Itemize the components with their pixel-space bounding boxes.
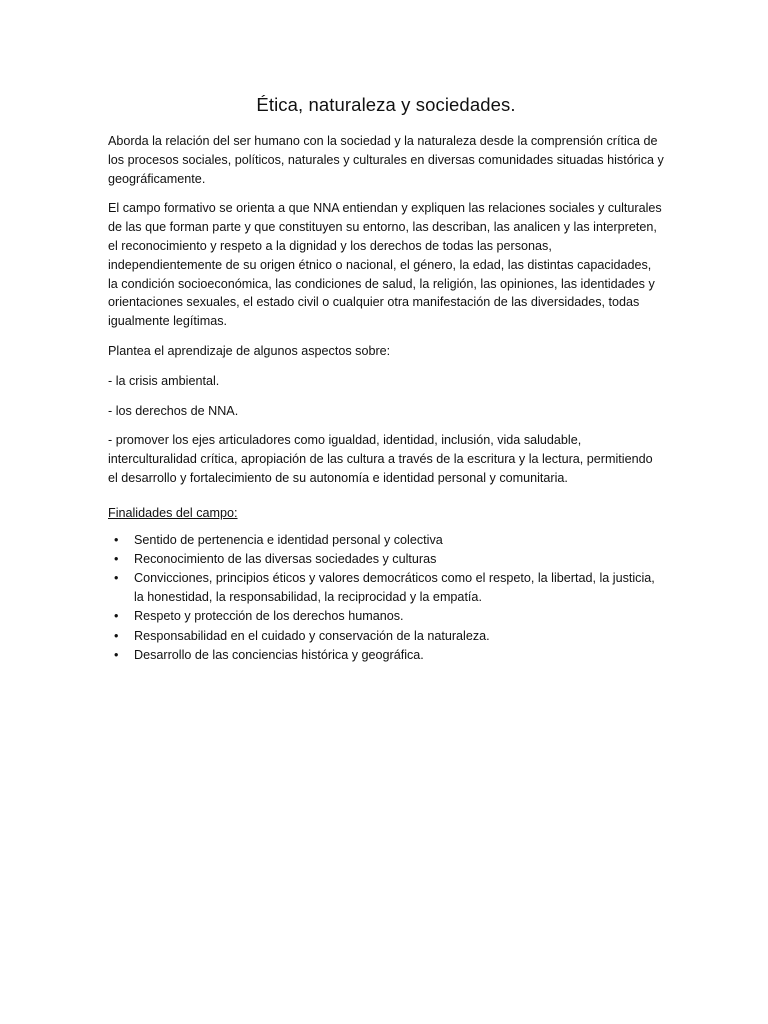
paragraph-crisis-ambiental: - la crisis ambiental. (108, 373, 220, 388)
list-item-text: Desarrollo de las conciencias histórica y geográfica. (134, 647, 424, 662)
list-item (108, 646, 664, 665)
paragraph-intro: Aborda la relación del ser humano con la sociedad y la naturaleza desde la comprensión crítica de los procesos sociales, políticos, naturales y culturales en diversas comunidades situadas histórica y geográficamente. (108, 134, 664, 186)
bullet-glyph: • (114, 551, 119, 566)
finalidades-list (108, 531, 664, 665)
list-item (108, 569, 664, 607)
bullet-glyph: • (114, 647, 119, 662)
bullet-glyph: • (114, 628, 119, 643)
list-item (108, 627, 664, 646)
section-heading-finalidades: Finalidades del campo: (108, 505, 238, 520)
list-item-text: Responsabilidad en el cuidado y conservación de la naturaleza. (134, 628, 490, 643)
list-item (108, 607, 664, 626)
paragraph-derechos-nna: - los derechos de NNA. (108, 403, 239, 418)
list-item-text: Sentido de pertenencia e identidad personal y colectiva (134, 532, 443, 547)
document-title: Ética, naturaleza y sociedades. (256, 94, 516, 115)
bullet-glyph: • (114, 532, 119, 547)
paragraph-campo-formativo: El campo formativo se orienta a que NNA entiendan y expliquen las relaciones sociales y culturales de las que forman parte y que constituyen su entorno, las describan, las analicen y las interpreten, el reconocimiento y respeto a la dignidad y los derechos de todas las personas, independientemente de su origen étnico o nacional, el género, la edad, las distintas capacidades, la condición socioeconómica, las condiciones de salud, la religión, las opiniones, las identidades y orientaciones sexuales, el estado civil o cualquier otra manifestación de las diversidades, todas igualmente legítimas. (108, 201, 662, 329)
list-item-text: Reconocimiento de las diversas sociedades y culturas (134, 551, 437, 566)
list-item (108, 550, 664, 569)
list-item-text: Respeto y protección de los derechos humanos. (134, 609, 404, 624)
bullet-glyph: • (114, 570, 119, 585)
list-item (108, 531, 664, 550)
list-item-text: Convicciones, principios éticos y valores democráticos como el respeto, la libertad, la justicia, la honestidad, la responsabilidad, la reciprocidad y la empatía. (134, 570, 655, 605)
paragraph-ejes-articuladores: - promover los ejes articuladores como igualdad, identidad, inclusión, vida saludable, interculturalidad crítica, apropiación de las cultura a través de la escritura y la lectura, permitiendo el desarrollo y fortalecimiento de su autonomía e identidad personal y comunitaria. (108, 433, 653, 485)
bullet-glyph: • (114, 609, 119, 624)
paragraph-plantea: Plantea el aprendizaje de algunos aspectos sobre: (108, 343, 391, 358)
